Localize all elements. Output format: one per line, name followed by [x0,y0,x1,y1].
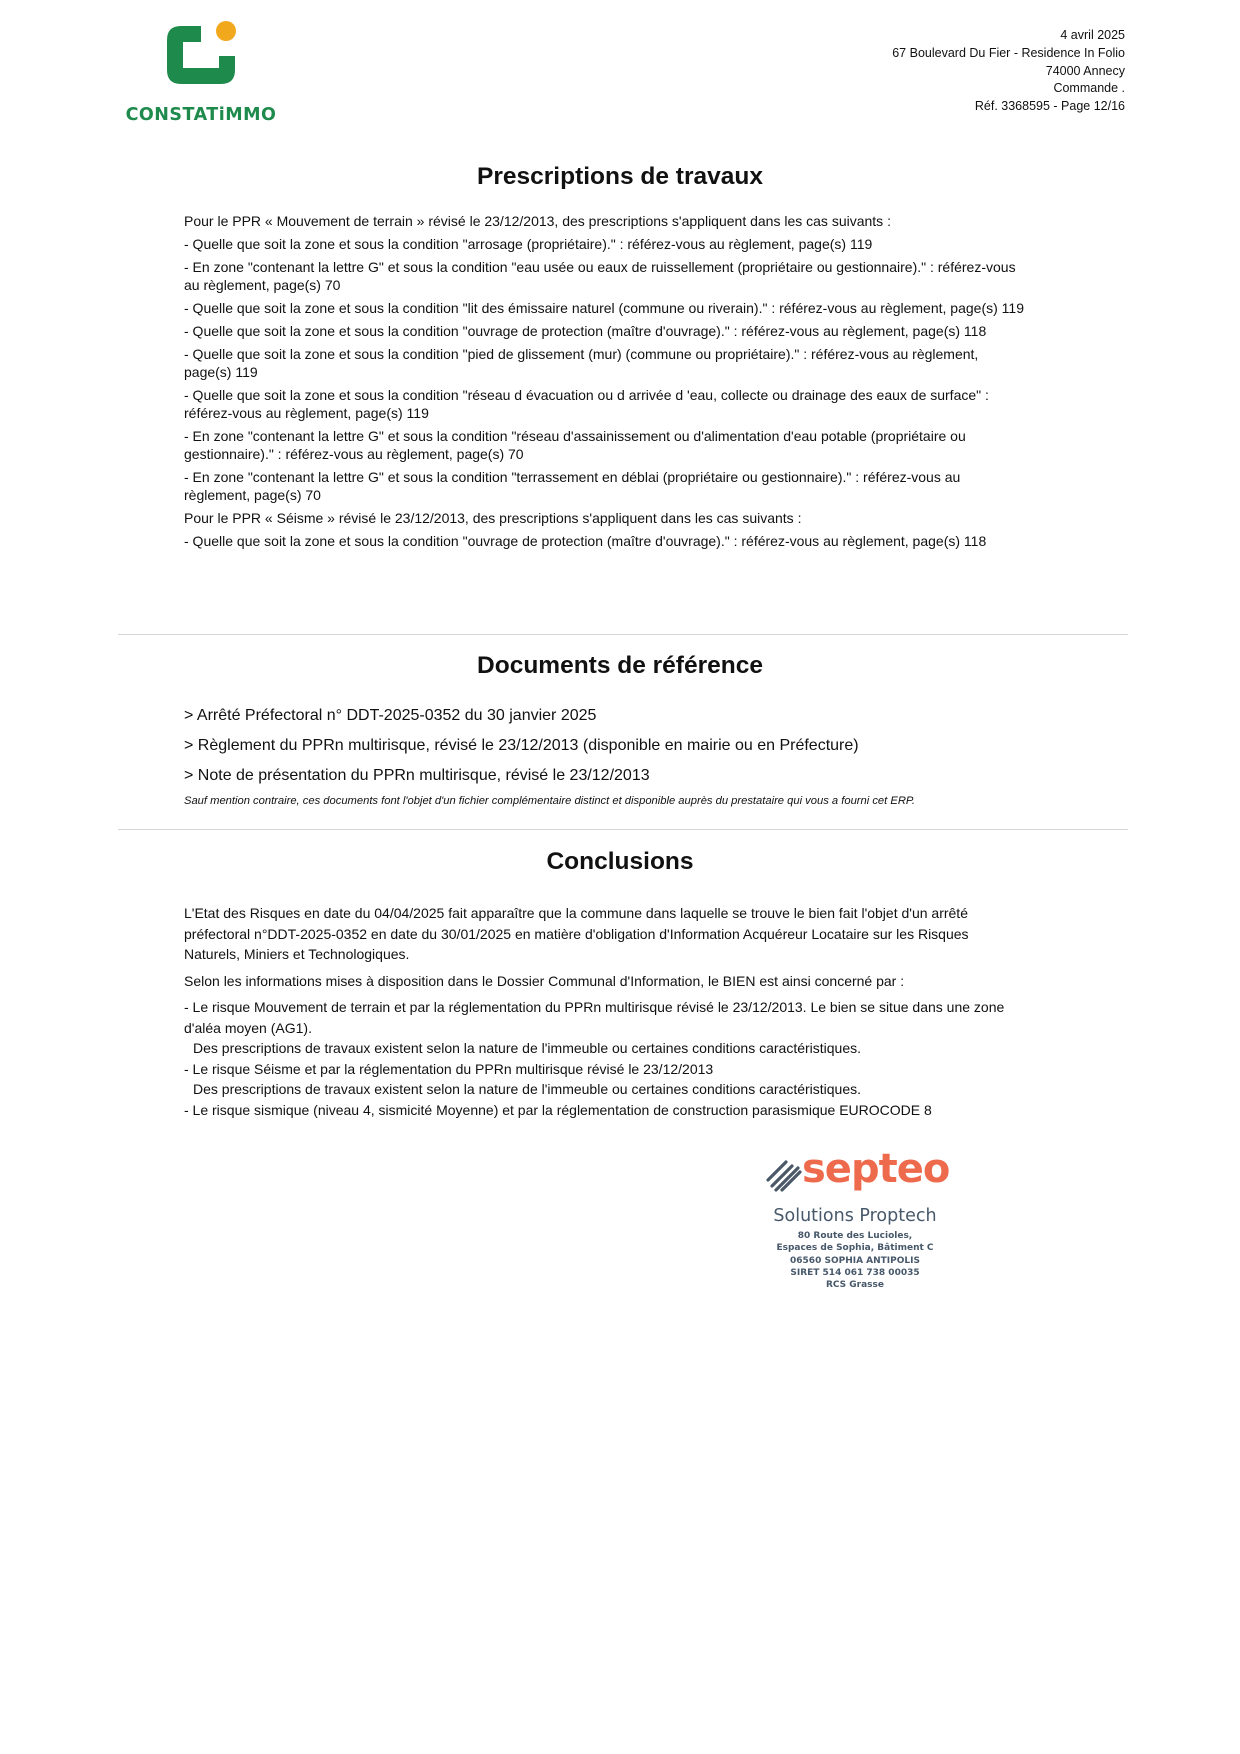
risk-item-detail: Des prescriptions de travaux existent selon la nature de l'immeuble ou certaines conditions caractéristiques. [193,1081,862,1097]
logo-wordmark: CONSTATiMMO [125,105,277,125]
reference-item: > Règlement du PPRn multirisque, révisé le 23/12/2013 (disponible en mairie ou en Préfecture) [184,737,859,754]
stamp-address-line: RCS Grasse [825,1280,885,1291]
prescriptions-body [184,212,1024,555]
prescription-paragraph: - Quelle que soit la zone et sous la condition "ouvrage de protection (maître d'ouvrage)." : référez-vous au règlement, page(s) 118 [184,533,987,549]
document-date: 4 avril 2025 [1060,28,1125,42]
prescription-paragraph: Pour le PPR « Mouvement de terrain » révisé le 23/12/2013, des prescriptions s'appliquent dans les cas suivants : [184,213,891,229]
stamp-address-line: 06560 SOPHIA ANTIPOLIS [790,1255,920,1266]
conclusions-body [184,903,1024,1120]
stamp-address-line: Espaces de Sophia, Bâtiment C [776,1243,934,1254]
references-title: Documents de référence [477,652,763,679]
prescription-paragraph: - Quelle que soit la zone et sous la condition "réseau d évacuation ou d arrivée d 'eau, collecte ou drainage des eaux de surface" : référez-vous au règlement, page(s) 119 [184,387,989,421]
risk-item: - Le risque sismique (niveau 4, sismicité Moyenne) et par la réglementation de construction parasismique EUROCODE 8 [184,1101,932,1118]
prescription-paragraph: - Quelle que soit la zone et sous la condition "ouvrage de protection (maître d'ouvrage)." : référez-vous au règlement, page(s) 118 [184,323,987,339]
prescription-paragraph: - En zone "contenant la lettre G" et sous la condition "réseau d'assainissement ou d'alimentation d'eau potable (propriétaire ou gestionnaire)." : référez-vous au règlement, page(s) 70 [184,428,966,462]
reference-item: > Arrêté Préfectoral n° DDT-2025-0352 du 30 janvier 2025 [184,707,597,724]
conclusions-title: Conclusions [546,848,694,875]
septeo-wordmark: septeo [802,1146,950,1192]
constatimmo-logo-icon [163,18,239,94]
section-divider [118,634,1128,635]
references-list [184,706,1044,807]
prescriptions-title: Prescriptions de travaux [477,163,763,190]
prescription-paragraph: - Quelle que soit la zone et sous la condition "pied de glissement (mur) (commune ou propriétaire)." : référez-vous au règlement, page(s) 119 [184,346,979,380]
septeo-stripes-icon [766,1156,802,1192]
risk-item: - Le risque Séisme et par la réglementation du PPRn multirisque révisé le 23/12/2013 [184,1060,714,1077]
conclusions-risk-list [184,997,1024,1120]
document-header-meta [892,27,1125,116]
prescription-paragraph: Pour le PPR « Séisme » révisé le 23/12/2013, des prescriptions s'appliquent dans les cas suivants : [184,510,802,526]
reference-item: > Note de présentation du PPRn multirisque, révisé le 23/12/2013 [184,767,650,784]
prescription-paragraph: - En zone "contenant la lettre G" et sous la condition "eau usée ou eaux de ruissellement (propriétaire ou gestionnaire)." : référez-vous au règlement, page(s) 70 [184,259,1016,293]
stamp-address [760,1230,950,1291]
stamp-subtitle: Solutions Proptech [773,1206,937,1226]
reference-page: Réf. 3368595 - Page 12/16 [974,99,1125,114]
property-address-line1: 67 Boulevard Du Fier - Residence In Folio [892,45,1125,60]
property-address-line2: 74000 Annecy [1045,63,1125,78]
company-stamp [760,1146,950,1291]
risk-item-detail: Des prescriptions de travaux existent selon la nature de l'immeuble ou certaines conditions caractéristiques. [193,1040,862,1056]
prescription-paragraph: - Quelle que soit la zone et sous la condition "lit des émissaire naturel (commune ou riverain)." : référez-vous au règlement, page(s) 119 [184,300,1024,316]
prescription-paragraph: - Quelle que soit la zone et sous la condition "arrosage (propriétaire)." : référez-vous au règlement, page(s) 119 [184,236,873,252]
conclusions-lead: Selon les informations mises à disposition dans le Dossier Communal d'Information, le BIEN est ainsi concerné par : [184,972,905,989]
company-logo [119,18,283,130]
order-number: Commande . [1053,81,1125,96]
septeo-logo [760,1146,950,1200]
stamp-address-line: SIRET 514 061 738 00035 [790,1267,920,1278]
prescription-paragraph: - En zone "contenant la lettre G" et sous la condition "terrassement en déblai (propriétaire ou gestionnaire)." : référez-vous au règlement, page(s) 70 [184,469,961,503]
stamp-address-line: 80 Route des Lucioles, [797,1231,913,1241]
conclusions-intro: L'Etat des Risques en date du 04/04/2025 fait apparaître que la commune dans laquelle se trouve le bien fait l'objet d'un arrêté préfectoral n°DDT-2025-0352 en date du 30/01/2025 en matière d'obligation d'Information Acquéreur Locataire sur les Risques Naturels, Miniers et Technologiques. [184,905,969,962]
section-divider [118,829,1128,830]
references-note: Sauf mention contraire, ces documents font l'objet d'un fichier complémentaire distinct et disponible auprès du prestataire qui vous a fourni cet ERP. [184,795,916,807]
risk-item: - Le risque Mouvement de terrain et par la réglementation du PPRn multirisque révisé le 23/12/2013. Le bien se situe dans une zone d'aléa moyen (AG1). [184,999,1005,1036]
